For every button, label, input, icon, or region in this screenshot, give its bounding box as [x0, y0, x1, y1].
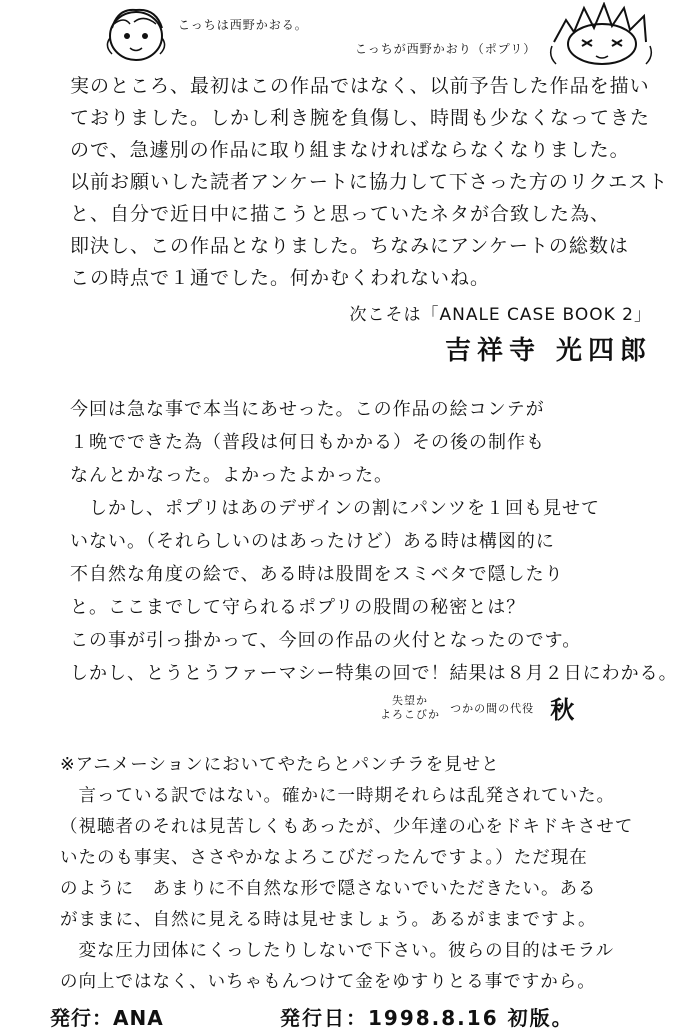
- text-line: ておりました。しかし利き腕を負傷し、時間も少なくなってきた: [70, 107, 651, 129]
- paragraph-production: [70, 393, 680, 690]
- signature-note-line: 失望か: [392, 693, 428, 707]
- text-line: がままに、自然に見える時は見せましょう。あるがままですよ。: [60, 910, 597, 930]
- caption-kaori: こっちが西野かおり（ポプリ）: [355, 42, 537, 56]
- signature-role: つかの間の代役: [450, 701, 535, 715]
- text-line: いない。（それらしいのはあったけど）ある時は構図的に: [70, 531, 555, 552]
- publisher-credit: 発行：ANA: [50, 1006, 164, 1030]
- signature-note-line: よろこびか: [380, 707, 440, 721]
- text-line: と。ここまでして守られるポプリの股間の秘密とは？: [70, 597, 526, 618]
- text-line: しかし、とうとうファーマシー特集の回で！結果は８月２日にわかる。: [70, 663, 678, 684]
- paragraph-footnote: [60, 750, 685, 998]
- paragraph-intro: [70, 70, 680, 294]
- text-line: の向上ではなく、いちゃもんつけて金をゆすりとる事ですから。: [60, 972, 596, 992]
- kaoru-face-drawing: [100, 2, 172, 64]
- text-line: 実のところ、最初はこの作品ではなく、以前予告した作品を描い: [70, 75, 650, 97]
- text-line: と、自分で近日中に描こうと思っていたネタが合致した為、: [70, 203, 611, 225]
- text-line: ので、急遽別の作品に取り組まなければならなくなりました。: [70, 139, 630, 161]
- text-line: 即決し、この作品となりました。ちなみにアンケートの総数は: [70, 235, 629, 257]
- next-work-note: 次こそは「ANALE CASE BOOK 2」: [349, 305, 652, 325]
- text-line: のように あまりに不自然な形で隠さないでいただきたい。ある: [60, 879, 597, 899]
- text-line: なんとかなった。よかったよかった。: [70, 465, 393, 486]
- signature-note: [380, 694, 440, 722]
- text-line: １晩でできた為（普段は何日もかかる）その後の制作も: [70, 432, 545, 453]
- text-line: この事が引っ掛かって、今回の作品の火付となったのです。: [70, 630, 582, 651]
- text-line: 今回は急な事で本当にあせった。この作品の絵コンテが: [70, 399, 545, 420]
- text-line: 以前お願いした読者アンケートに協力して下さった方のリクエスト: [70, 171, 669, 193]
- text-line: ※アニメーションにおいてやたらとパンチラを見せと: [60, 755, 500, 775]
- text-line: いたのも事実、ささやかなよろこびだったんですよ。）ただ現在: [60, 848, 588, 868]
- author-signature-aki: [380, 690, 680, 725]
- publication-date: 発行日：1998.8.16 初版。: [280, 1006, 574, 1030]
- text-line: この時点で１通でした。何かむくわれないね。: [70, 267, 491, 289]
- caption-kaoru: こっちは西野かおる。: [178, 18, 308, 32]
- author-signature-kichijoji: 吉祥寺 光四郎: [444, 336, 652, 366]
- text-line: 言っている訳ではない。確かに一時期それらは乱発されていた。: [60, 786, 615, 806]
- signature-name: 秋: [550, 696, 576, 724]
- text-line: 変な圧力団体にくっしたりしないで下さい。彼らの目的はモラル: [60, 941, 615, 961]
- kaori-face-drawing: [548, 2, 656, 68]
- text-line: 不自然な角度の絵で、ある時は股間をスミベタで隠したり: [70, 564, 564, 585]
- text-line: （視聴者のそれは見苦しくもあったが、少年達の心をドキドキさせて: [60, 817, 634, 837]
- text-line: しかし、ポプリはあのデザインの割にパンツを１回も見せて: [70, 498, 601, 519]
